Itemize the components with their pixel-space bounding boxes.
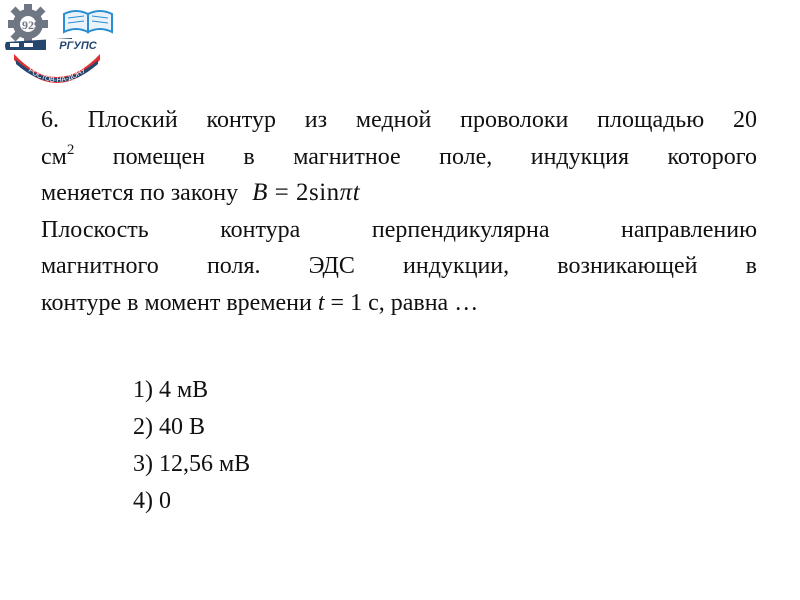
question-line-6 [41, 285, 757, 322]
formula-t: t [352, 179, 361, 206]
logo-label: РГУПС [59, 40, 97, 52]
logo-city: РОСТОВ-НА-ДОНУ [26, 66, 88, 85]
formula-b: B [252, 179, 268, 206]
svg-text:РОСТОВ-НА-ДОНУ [27, 67, 88, 84]
answer-option-4[interactable]: 4) 0 [133, 488, 171, 514]
formula-body: = 2sin [267, 179, 340, 206]
formula [252, 179, 360, 206]
unit-exponent: 2 [66, 141, 75, 158]
question-text [41, 102, 757, 321]
answer-option-1[interactable]: 1) 4 мВ [133, 377, 209, 403]
question-line-5: магнитного поля. ЭДС индукции, возникающей в [41, 253, 757, 279]
formula-pi: π [339, 179, 353, 206]
question-line-6-b: = 1 с, равна … [324, 289, 479, 316]
question-line-2 [41, 139, 757, 176]
time-var: t [317, 289, 325, 316]
unit-cm: см [41, 143, 67, 170]
question-line-1: 6. Плоский контур из медной проволоки площадью 20 [41, 107, 757, 133]
question-line-4: Плоскость контура перпендикулярна направлению [41, 216, 757, 243]
rgups-logo [2, 2, 114, 92]
question-line-2-rest: помещен в магнитное поле, индукция которого [74, 143, 757, 170]
answer-options [133, 372, 250, 520]
question-line-3 [41, 175, 757, 212]
logo-year: 1929 [16, 18, 40, 32]
answer-option-2[interactable]: 2) 40 В [133, 414, 205, 440]
answer-option-3[interactable]: 3) 12,56 мВ [133, 451, 251, 477]
question-line-3-text: меняется по закону [41, 180, 239, 206]
question-line-6-a: контуре в момент времени [41, 289, 318, 316]
